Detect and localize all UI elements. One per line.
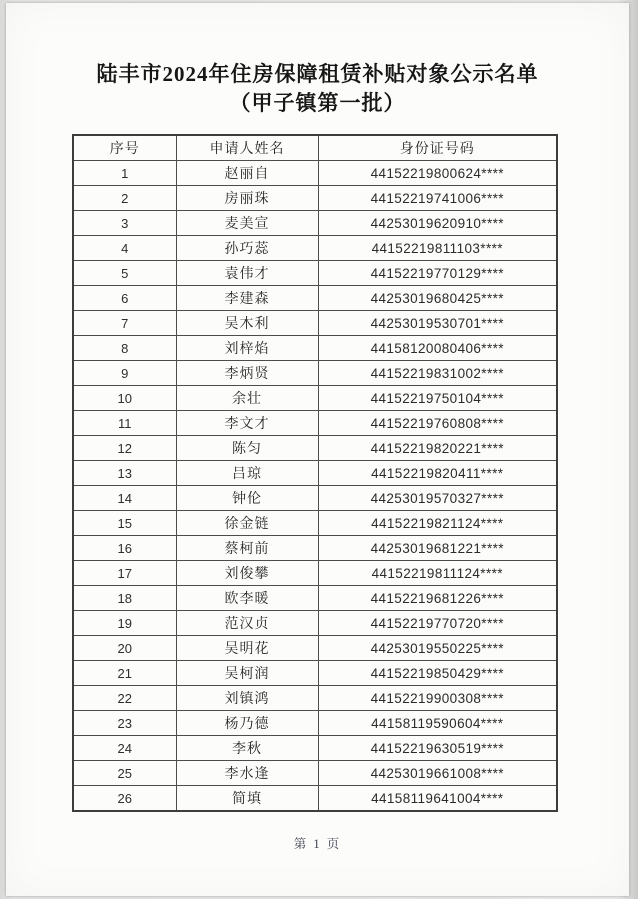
cell-id: 44253019530701**** [318, 311, 557, 336]
cell-id: 44253019550225**** [318, 636, 557, 661]
cell-index: 5 [73, 261, 176, 286]
cell-name: 赵丽自 [176, 161, 318, 186]
cell-index: 3 [73, 211, 176, 236]
table-row [73, 336, 557, 361]
cell-id: 44152219900308**** [318, 686, 557, 711]
table-row [73, 661, 557, 686]
table-row [73, 211, 557, 236]
cell-id: 44152219850429**** [318, 661, 557, 686]
cell-id: 44253019661008**** [318, 761, 557, 786]
table-header-row [73, 135, 557, 161]
table-body [73, 161, 557, 812]
cell-index: 22 [73, 686, 176, 711]
cell-name: 陈匀 [176, 436, 318, 461]
header-cell-id: 身份证号码 [318, 135, 557, 161]
cell-name: 吴木利 [176, 311, 318, 336]
cell-name: 李文才 [176, 411, 318, 436]
cell-id: 44152219630519**** [318, 736, 557, 761]
table-row [73, 586, 557, 611]
document-subtitle: （甲子镇第一批） [229, 91, 406, 115]
table-row [73, 286, 557, 311]
cell-id: 44253019570327**** [318, 486, 557, 511]
table-row [73, 361, 557, 386]
cell-index: 4 [73, 236, 176, 261]
table-row [73, 186, 557, 211]
cell-name: 杨乃德 [176, 711, 318, 736]
cell-name: 李秋 [176, 736, 318, 761]
table-row [73, 686, 557, 711]
cell-id: 44152219741006**** [318, 186, 557, 211]
cell-index: 6 [73, 286, 176, 311]
cell-index: 8 [73, 336, 176, 361]
cell-name: 钟伦 [176, 486, 318, 511]
cell-id: 44152219760808**** [318, 411, 557, 436]
table-row [73, 386, 557, 411]
cell-id: 44152219770129**** [318, 261, 557, 286]
cell-id: 44152219800624**** [318, 161, 557, 186]
cell-id: 44152219811124**** [318, 561, 557, 586]
cell-id: 44152219820411**** [318, 461, 557, 486]
cell-index: 14 [73, 486, 176, 511]
table-row [73, 761, 557, 786]
cell-name: 刘俊攀 [176, 561, 318, 586]
cell-index: 2 [73, 186, 176, 211]
table-row [73, 786, 557, 812]
cell-id: 44152219770720**** [318, 611, 557, 636]
cell-name: 袁伟才 [176, 261, 318, 286]
document-title: 陆丰市2024年住房保障租赁补贴对象公示名单 [96, 62, 539, 86]
document-page [6, 3, 629, 896]
cell-id: 44158120080406**** [318, 336, 557, 361]
cell-name: 李建森 [176, 286, 318, 311]
cell-index: 9 [73, 361, 176, 386]
cell-id: 44152219821124**** [318, 511, 557, 536]
table-row [73, 161, 557, 186]
cell-index: 16 [73, 536, 176, 561]
cell-name: 麦美宣 [176, 211, 318, 236]
table-row [73, 511, 557, 536]
cell-index: 23 [73, 711, 176, 736]
cell-index: 7 [73, 311, 176, 336]
cell-name: 李炳贤 [176, 361, 318, 386]
cell-name: 房丽珠 [176, 186, 318, 211]
table-row [73, 486, 557, 511]
cell-index: 17 [73, 561, 176, 586]
table-row [73, 461, 557, 486]
table-row [73, 636, 557, 661]
cell-index: 25 [73, 761, 176, 786]
cell-id: 44152219820221**** [318, 436, 557, 461]
page-number-footer: 第 1 页 [293, 837, 342, 851]
cell-name: 刘镇鸿 [176, 686, 318, 711]
cell-id: 44253019620910**** [318, 211, 557, 236]
cell-id: 44152219750104**** [318, 386, 557, 411]
cell-index: 18 [73, 586, 176, 611]
cell-id: 44158119590604**** [318, 711, 557, 736]
table-row [73, 436, 557, 461]
cell-id: 44253019680425**** [318, 286, 557, 311]
table-row [73, 736, 557, 761]
cell-name: 徐金链 [176, 511, 318, 536]
cell-index: 24 [73, 736, 176, 761]
cell-name: 简填 [176, 786, 318, 812]
cell-id: 44158119641004**** [318, 786, 557, 812]
cell-name: 李水逢 [176, 761, 318, 786]
cell-name: 吴明花 [176, 636, 318, 661]
cell-name: 刘梓焰 [176, 336, 318, 361]
table-row [73, 311, 557, 336]
cell-index: 19 [73, 611, 176, 636]
cell-name: 吴柯润 [176, 661, 318, 686]
table-row [73, 536, 557, 561]
cell-index: 10 [73, 386, 176, 411]
table-row [73, 411, 557, 436]
cell-index: 13 [73, 461, 176, 486]
roster-table [72, 134, 558, 812]
cell-index: 20 [73, 636, 176, 661]
cell-index: 26 [73, 786, 176, 812]
cell-index: 11 [73, 411, 176, 436]
cell-id: 44253019681221**** [318, 536, 557, 561]
table-row [73, 561, 557, 586]
cell-name: 孙巧蕊 [176, 236, 318, 261]
table-row [73, 611, 557, 636]
cell-index: 1 [73, 161, 176, 186]
cell-id: 44152219681226**** [318, 586, 557, 611]
cell-name: 余壮 [176, 386, 318, 411]
header-cell-index: 序号 [73, 135, 176, 161]
table-row [73, 261, 557, 286]
cell-name: 欧李暖 [176, 586, 318, 611]
cell-name: 范汉贞 [176, 611, 318, 636]
table-row [73, 711, 557, 736]
cell-name: 吕琼 [176, 461, 318, 486]
cell-index: 12 [73, 436, 176, 461]
table-row [73, 236, 557, 261]
cell-id: 44152219831002**** [318, 361, 557, 386]
cell-index: 21 [73, 661, 176, 686]
cell-index: 15 [73, 511, 176, 536]
cell-name: 蔡柯前 [176, 536, 318, 561]
header-cell-name: 申请人姓名 [176, 135, 318, 161]
cell-id: 44152219811103**** [318, 236, 557, 261]
